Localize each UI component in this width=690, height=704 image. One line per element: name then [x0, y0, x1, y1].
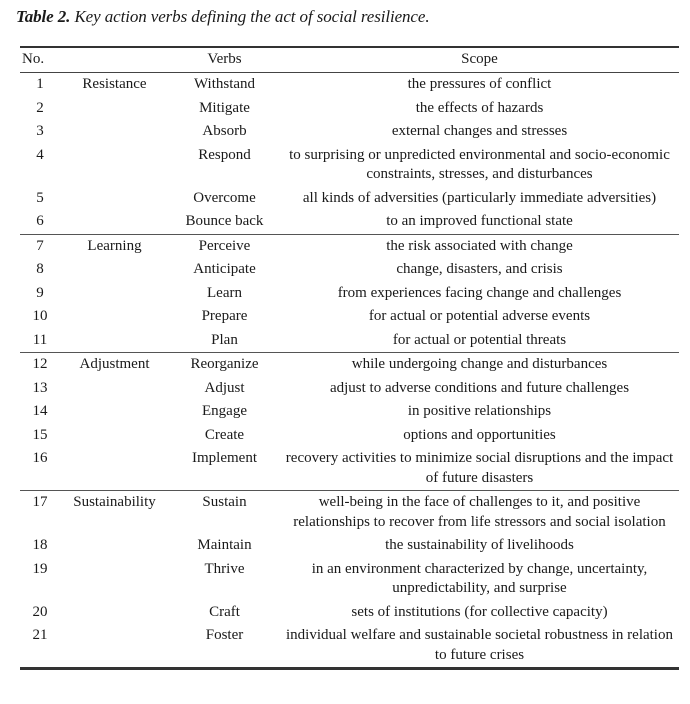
- row-scope: for actual or potential adverse events: [368, 308, 591, 324]
- row-scope: external changes and stresses: [391, 123, 568, 139]
- row-scope: while undergoing change and disturbances: [351, 356, 608, 372]
- row-category: [60, 329, 169, 353]
- row-no: 16: [32, 450, 48, 466]
- row-verb: Perceive: [198, 237, 251, 254]
- row-no: 2: [36, 99, 44, 116]
- row-category: [60, 97, 169, 121]
- header-category: [60, 47, 169, 73]
- row-category: [60, 601, 169, 625]
- row-scope: recovery activities to minimize social disruptions and the impact of future disasters: [285, 450, 674, 486]
- table-row: [20, 258, 679, 282]
- caption-text: Key action verbs defining the act of social resilience.: [70, 7, 430, 26]
- row-verb: Sustain: [202, 494, 247, 510]
- row-verb: Bounce back: [185, 213, 264, 229]
- row-verb: Craft: [209, 603, 240, 620]
- table-row: [20, 73, 679, 97]
- row-verb: Respond: [198, 146, 251, 163]
- table-row: [20, 329, 679, 353]
- row-verb: Overcome: [193, 189, 256, 206]
- table-row: [20, 424, 679, 448]
- row-scope: the pressures of conflict: [407, 76, 552, 92]
- table-row: [20, 210, 679, 234]
- row-category: [60, 282, 169, 306]
- row-category: [60, 624, 169, 669]
- row-category: Adjustment: [79, 356, 150, 372]
- table-row: [20, 305, 679, 329]
- row-no: 8: [36, 261, 44, 277]
- row-scope: the effects of hazards: [415, 99, 544, 116]
- row-category: [60, 400, 169, 424]
- row-verb: Withstand: [193, 76, 256, 92]
- row-verb: Thrive: [204, 560, 245, 577]
- table-row: [20, 187, 679, 211]
- table-row: [20, 601, 679, 625]
- row-verb: Reorganize: [190, 356, 259, 372]
- header-scope: Scope: [461, 51, 498, 67]
- row-no: 12: [32, 356, 48, 372]
- row-scope: change, disasters, and crisis: [396, 261, 563, 277]
- row-category: Learning: [87, 237, 142, 254]
- row-category: Resistance: [82, 76, 147, 92]
- row-no: 3: [36, 123, 44, 139]
- row-verb: Prepare: [201, 308, 248, 324]
- row-no: 10: [32, 308, 48, 324]
- row-verb: Engage: [202, 403, 247, 419]
- row-scope: adjust to adverse conditions and future challenges: [329, 379, 630, 396]
- row-verb: Maintain: [197, 537, 252, 553]
- row-verb: Learn: [207, 284, 242, 301]
- row-no: 14: [32, 403, 48, 419]
- row-verb: Mitigate: [199, 99, 250, 116]
- row-verb: Anticipate: [193, 261, 256, 277]
- table-row: [20, 558, 679, 601]
- row-scope: to surprising or unpredicted environmental and socio-economic constraints, stresses, and disturbances: [289, 146, 670, 182]
- row-category: Sustainability: [73, 494, 156, 510]
- row-no: 7: [36, 237, 44, 254]
- row-no: 9: [36, 284, 44, 301]
- row-scope: in an environment characterized by change, uncertainty, unpredictability, and surprise: [311, 560, 648, 596]
- row-no: 18: [32, 537, 48, 553]
- row-category: [60, 377, 169, 401]
- resilience-verbs-table: [20, 46, 679, 670]
- row-category: [60, 447, 169, 491]
- row-verb: Absorb: [202, 123, 247, 139]
- table-row: [20, 353, 679, 377]
- row-scope: the sustainability of livelihoods: [385, 537, 574, 553]
- table-row: [20, 282, 679, 306]
- caption-label: Table 2.: [16, 7, 71, 26]
- table-row: [20, 400, 679, 424]
- row-verb: Create: [204, 426, 245, 443]
- row-scope: well-being in the face of challenges to it, and positive relationships to recover from life stressors and social isolation: [293, 494, 666, 530]
- row-no: 4: [36, 146, 44, 163]
- row-verb: Implement: [192, 450, 257, 466]
- row-scope: in positive relationships: [407, 403, 552, 419]
- table-caption: [16, 7, 429, 27]
- row-category: [60, 210, 169, 234]
- row-no: 1: [36, 76, 44, 92]
- row-no: 5: [36, 189, 44, 206]
- header-verbs: Verbs: [207, 51, 242, 67]
- row-verb: Adjust: [204, 379, 245, 396]
- table-row: [20, 120, 679, 144]
- row-scope: sets of institutions (for collective capacity): [351, 603, 608, 620]
- row-no: 21: [32, 627, 48, 643]
- table-row: [20, 624, 679, 669]
- row-no: 11: [32, 331, 48, 348]
- row-no: 17: [32, 494, 48, 510]
- row-no: 13: [32, 379, 48, 396]
- table-row: [20, 447, 679, 491]
- row-no: 15: [32, 426, 48, 443]
- row-category: [60, 187, 169, 211]
- row-no: 19: [32, 560, 48, 577]
- row-scope: individual welfare and sustainable societal robustness in relation to future crises: [286, 627, 673, 663]
- header-row: [20, 47, 679, 73]
- table-row: [20, 144, 679, 187]
- row-scope: options and opportunities: [403, 426, 556, 443]
- row-scope: for actual or potential threats: [392, 331, 567, 348]
- row-verb: Foster: [205, 627, 244, 643]
- row-category: [60, 258, 169, 282]
- row-category: [60, 424, 169, 448]
- table-row: [20, 534, 679, 558]
- row-no: 6: [36, 213, 44, 229]
- table-row: [20, 377, 679, 401]
- row-scope: all kinds of adversities (particularly immediate adversities): [302, 189, 657, 206]
- row-category: [60, 534, 169, 558]
- row-no: 20: [32, 603, 48, 620]
- header-no: No.: [22, 51, 45, 67]
- row-scope: the risk associated with change: [386, 237, 573, 254]
- row-category: [60, 558, 169, 601]
- row-scope: to an improved functional state: [386, 213, 573, 229]
- row-category: [60, 305, 169, 329]
- row-category: [60, 144, 169, 187]
- row-scope: from experiences facing change and challenges: [337, 284, 622, 301]
- table-row: [20, 97, 679, 121]
- row-category: [60, 120, 169, 144]
- row-verb: Plan: [211, 331, 238, 348]
- table-row: [20, 234, 679, 258]
- table-row: [20, 491, 679, 535]
